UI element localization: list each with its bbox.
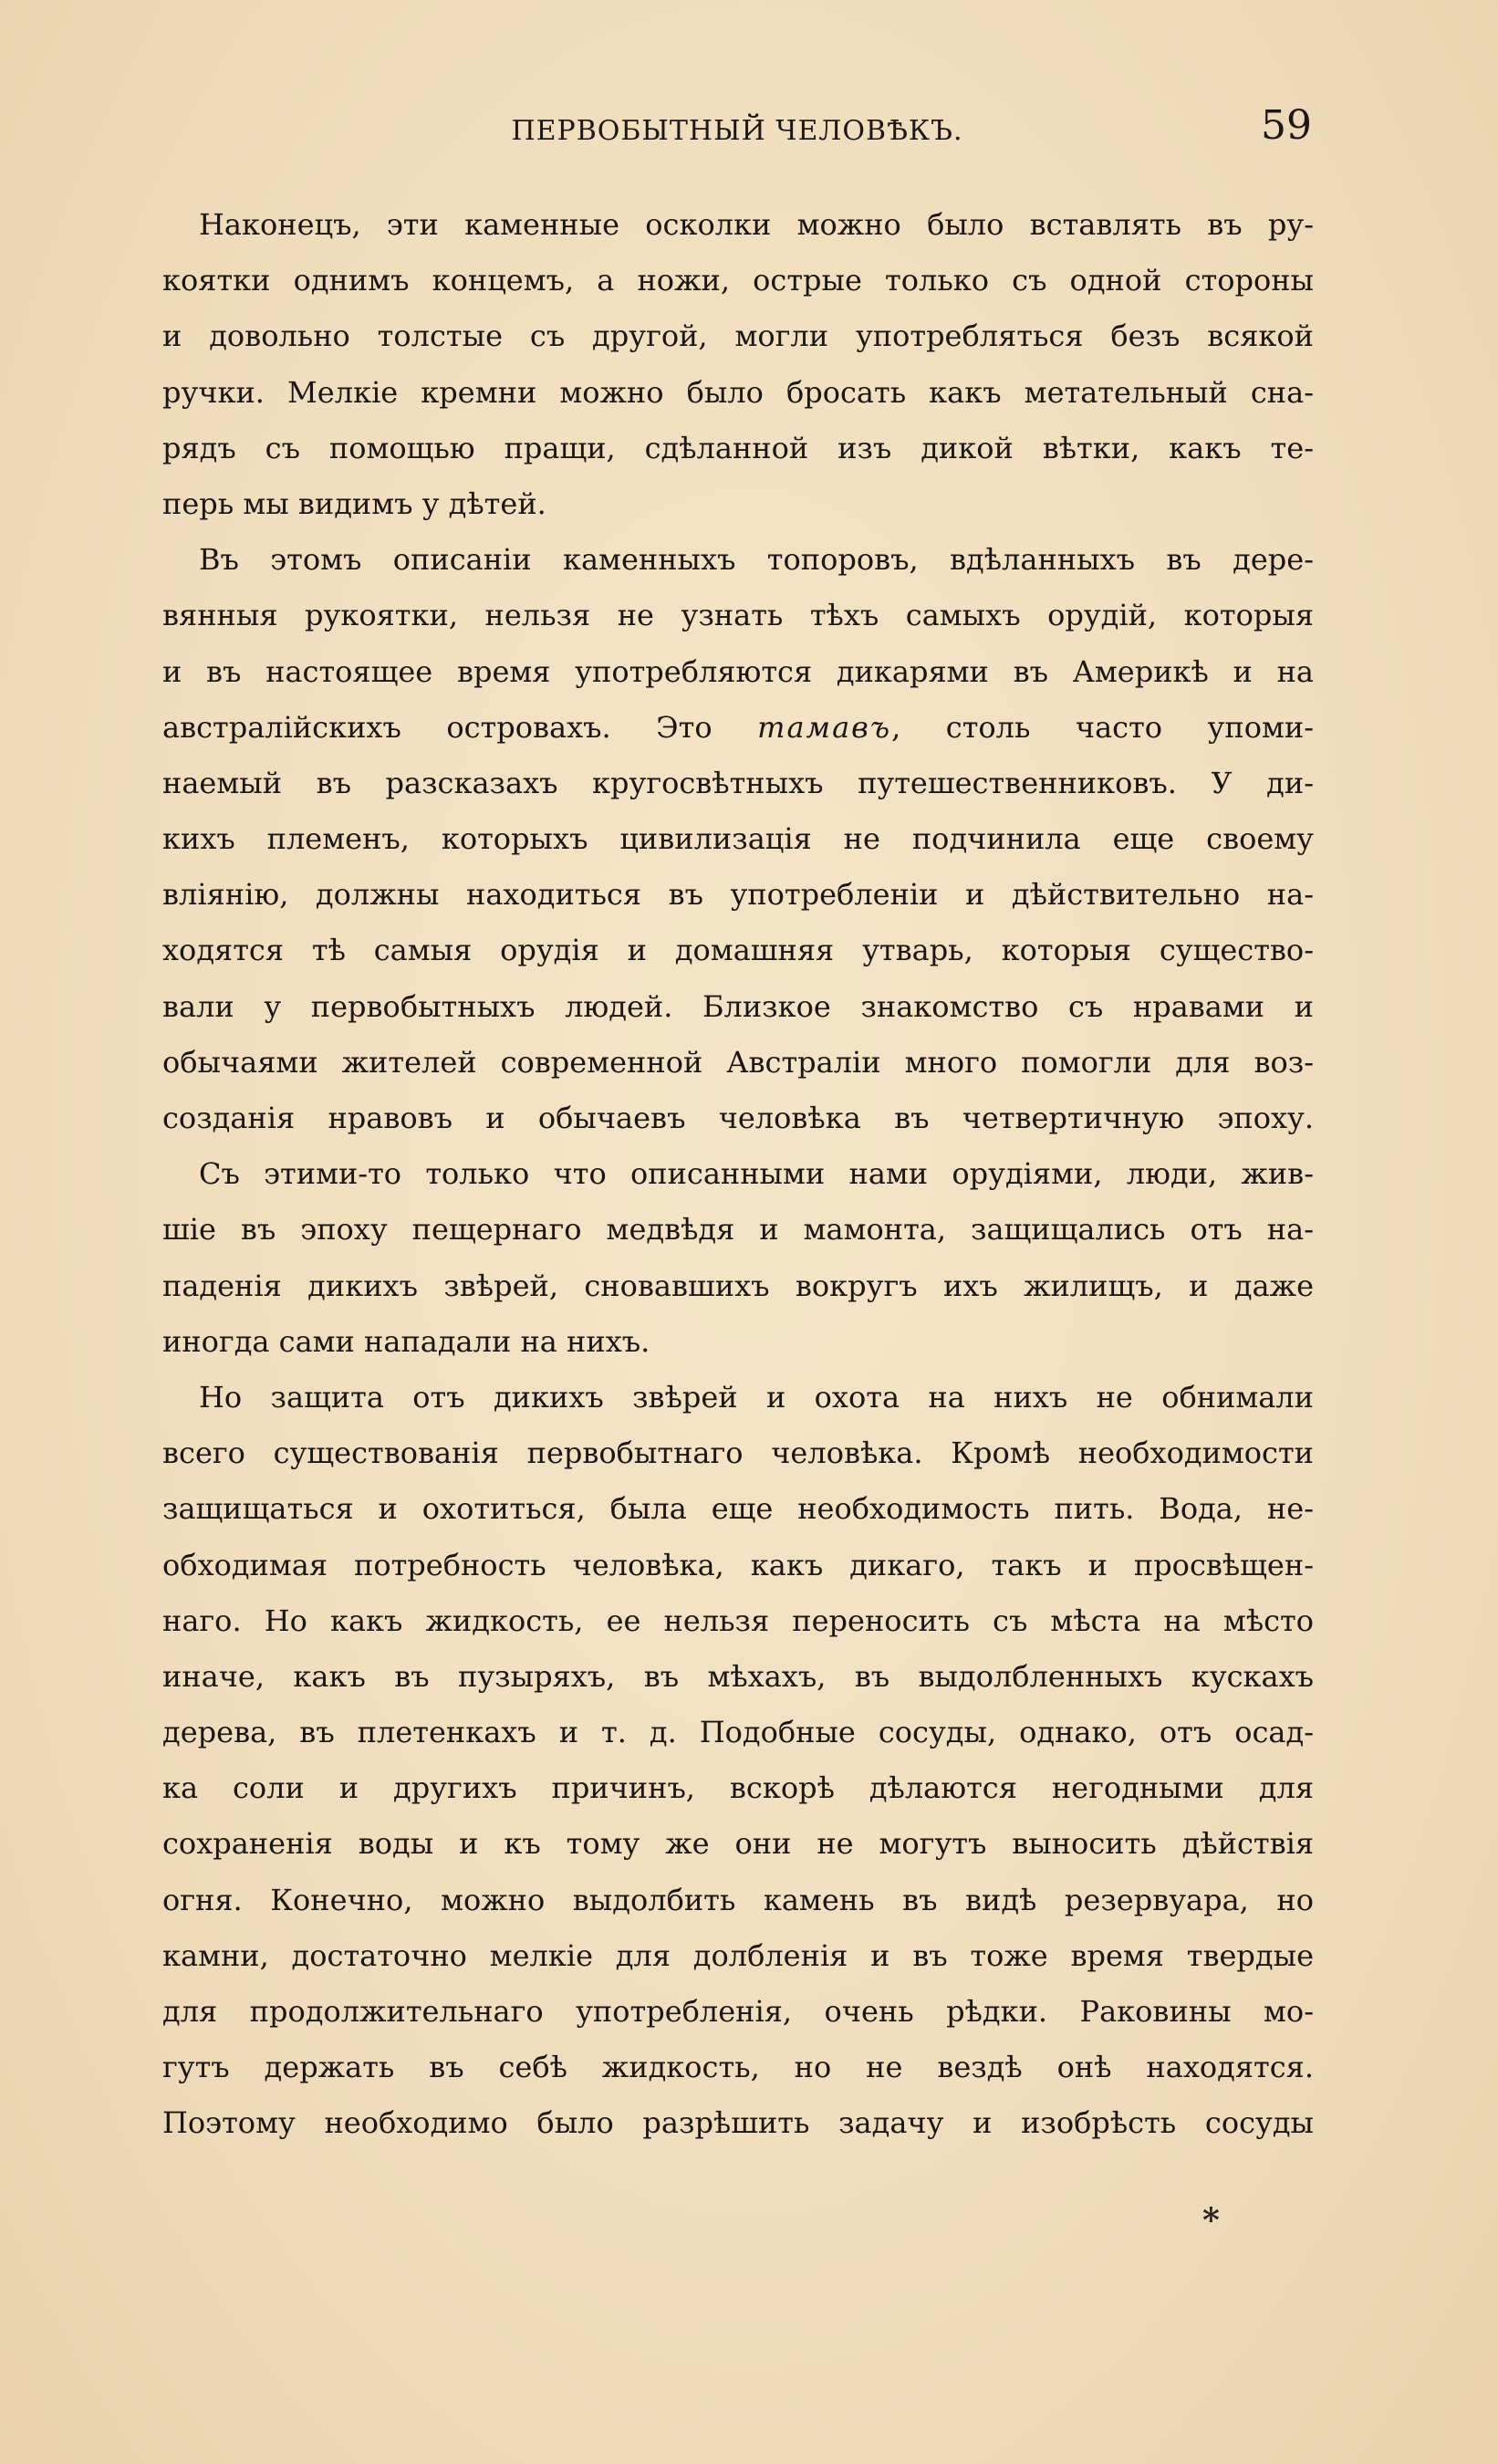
text-line: обычаями жителей современной Австраліи много помогли для воз-	[162, 1044, 1314, 1080]
text-line: для продолжительнаго употребленія, очень рѣдки. Раковины мо-	[162, 1994, 1314, 2029]
text-line: перь мы видимъ у дѣтей.	[162, 485, 546, 521]
text-line: ручки. Мелкіе кремни можно было бросать какъ метательный сна-	[162, 374, 1314, 410]
text-line: защищаться и охотиться, была еще необходимость пить. Вода, не-	[162, 1491, 1314, 1527]
text-line: и довольно толстые съ другой, могли употребляться безъ всякой	[162, 318, 1314, 354]
text-line: Въ этомъ описаніи каменныхъ топоровъ, вдѣланныхъ въ дере-	[199, 542, 1314, 578]
text-line: вліянію, должны находиться въ употребленіи и дѣйствительно на-	[162, 877, 1314, 913]
running-head: ПЕРВОБЫТНЫЙ ЧЕЛОВѢКЪ.	[511, 115, 963, 147]
page-number: 59	[1261, 102, 1312, 149]
text-line-part: , столь часто упоми-	[891, 709, 1314, 745]
text-line: Наконецъ, эти каменные осколки можно было вставлять въ ру-	[199, 207, 1314, 242]
text-line: рядъ съ помощью пращи, сдѣланной изъ дикой вѣтки, какъ те-	[162, 430, 1314, 465]
text-line: всего существованія первобытнаго человѣка. Кромѣ необходимости	[162, 1436, 1314, 1471]
text-line: Съ этими-то только что описанными нами орудіями, люди, жив-	[199, 1156, 1314, 1192]
text-line: и въ настоящее время употребляются дикарями въ Америкѣ и на	[162, 653, 1314, 689]
text-line: иногда сами нападали на нихъ.	[162, 1323, 650, 1359]
text-line: обходимая потребность человѣка, какъ дикаго, такъ и просвѣщен-	[162, 1547, 1314, 1582]
text-line: созданія нравовъ и обычаевъ человѣка въ четвертичную эпоху.	[162, 1101, 1314, 1135]
text-line: шіе въ эпоху пещернаго медвѣдя и мамонта, защищались отъ на-	[162, 1212, 1314, 1248]
printer-mark: *	[1202, 2201, 1220, 2240]
text-line: Но защита отъ дикихъ звѣрей и охота на нихъ не обнимали	[199, 1379, 1314, 1415]
text-line: огня. Конечно, можно выдолбить камень въ видѣ резервуара, но	[162, 1882, 1314, 1917]
text-line: камни, достаточно мелкіе для долбленія и въ тоже время твердые	[162, 1937, 1314, 1973]
text-line: вянныя рукоятки, нельзя не узнать тѣхъ самыхъ орудій, которыя	[162, 598, 1314, 633]
text-line: ка соли и другихъ причинъ, вскорѣ дѣлаются негодными для	[162, 1770, 1314, 1806]
text-line: иначе, какъ въ пузыряхъ, въ мѣхахъ, въ выдолбленныхъ кускахъ	[162, 1658, 1314, 1694]
text-line: сохраненія воды и къ тому же они не могутъ выносить дѣйствія	[162, 1826, 1314, 1862]
text-line: гутъ держать въ себѣ жидкость, но не вездѣ онѣ находятся.	[162, 2050, 1314, 2085]
body-text	[162, 197, 1314, 2152]
text-line: наемый въ разсказахъ кругосвѣтныхъ путешественниковъ. У ди-	[162, 765, 1314, 800]
text-line: ходятся тѣ самыя орудія и домашняя утварь, которыя существо-	[162, 933, 1314, 968]
text-line: кихъ племенъ, которыхъ цивилизація не подчинила еще своему	[162, 821, 1314, 857]
text-line: вали у первобытныхъ людей. Близкое знакомство съ нравами и	[162, 988, 1314, 1024]
text-line: наго. Но какъ жидкость, ее нельзя переносить съ мѣста на мѣсто	[162, 1603, 1314, 1638]
text-line-part: австралійскихъ островахъ. Это	[162, 709, 758, 745]
text-line: дерева, въ плетенкахъ и т. д. Подобные сосуды, однако, отъ осад-	[162, 1715, 1314, 1750]
text-line: паденія дикихъ звѣрей, сновавшихъ вокругъ ихъ жилищъ, и даже	[162, 1268, 1314, 1303]
emphasized-word: тамавъ	[757, 709, 892, 745]
text-line	[162, 700, 1314, 756]
text-line: коятки однимъ концемъ, а ножи, острые только съ одной стороны	[162, 263, 1314, 298]
page-header	[162, 102, 1312, 157]
text-line: Поэтому необходимо было разрѣшить задачу и изобрѣсть сосуды	[162, 2105, 1314, 2141]
